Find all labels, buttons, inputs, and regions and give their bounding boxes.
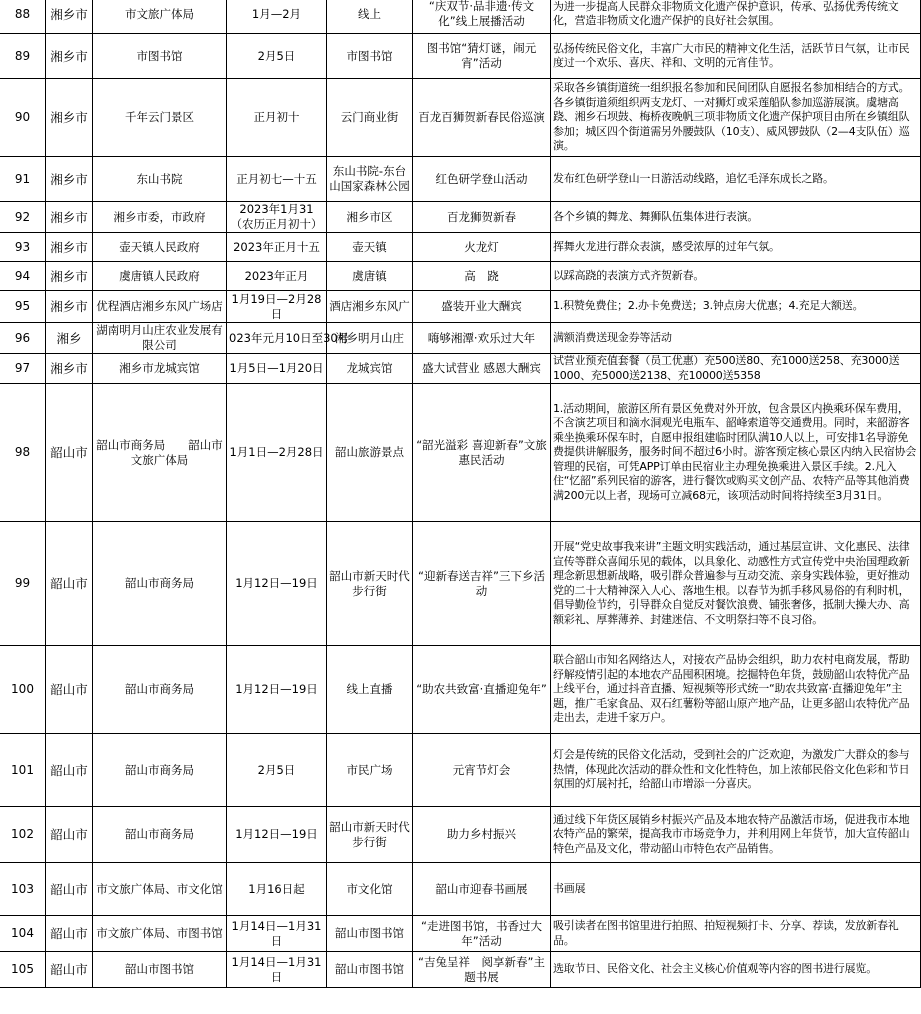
venue-cell: 线上 [327, 0, 413, 34]
table-row [0, 807, 921, 863]
time-cell: 1月1日—2月28日 [227, 384, 327, 522]
activity-name-cell: 盛装开业大酬宾 [413, 291, 551, 323]
venue-cell: 市民广场 [327, 734, 413, 807]
description-cell: 1.活动期间，旅游区所有景区免费对外开放，包含景区内换乘环保车费用，不含演艺项目和滴水洞观光电瓶车、韶峰索道等交通费用。同时，来韶游客乘坐换乘环保车时，自愿申报组建临时团队满10人以上，可安排1名导游免费提供讲解服务，服务时间不超过6小时。游客预定核心景区内纳入民宿协会管理的民宿，可凭APP订单由民宿业主办理免换乘进入景区手续。2.凡入住“忆韶”系列民宿的游客，进行餐饮或购买文创产品、农特产品等其他消费满200元以上者，现场可立减68元，该项活动时间将持续至3月31日。 [551, 384, 921, 522]
venue-cell: 韶山市图书馆 [327, 916, 413, 952]
city-cell: 湘乡市 [46, 79, 93, 157]
city-cell: 韶山市 [46, 916, 93, 952]
time-cell: 2023年正月十五 [227, 233, 327, 262]
venue-cell: 线上直播 [327, 646, 413, 734]
table-row [0, 291, 921, 323]
row-number: 99 [0, 522, 46, 646]
activity-name-cell: “吉兔呈祥 阅享新春”主题书展 [413, 952, 551, 988]
time-cell: 1月—2月 [227, 0, 327, 34]
venue-cell: 市文化馆 [327, 863, 413, 916]
city-cell: 韶山市 [46, 863, 93, 916]
row-number: 100 [0, 646, 46, 734]
description-cell: 以踩高跷的表演方式齐贺新春。 [551, 262, 921, 291]
table-row [0, 354, 921, 384]
city-cell: 湘乡 [46, 323, 93, 354]
row-number: 93 [0, 233, 46, 262]
activity-name-cell: 盛大试营业 感恩大酬宾 [413, 354, 551, 384]
row-number: 105 [0, 952, 46, 988]
description-cell: 试营业预充值套餐（员工优惠）充500送80、充1000送258、充3000送1000、充5000送2138、充10000送5358 [551, 354, 921, 384]
activity-name-cell: 嗨够湘潭·欢乐过大年 [413, 323, 551, 354]
venue-cell: 龙城宾馆 [327, 354, 413, 384]
activity-name-cell: “走进图书馆，书香过大年”活动 [413, 916, 551, 952]
time-cell: 1月5日—1月20日 [227, 354, 327, 384]
time-cell: 2023年正月 [227, 262, 327, 291]
venue-cell: 东山书院-东台山国家森林公园 [327, 157, 413, 202]
row-number: 91 [0, 157, 46, 202]
time-cell: 1月12日—19日 [227, 646, 327, 734]
table-row [0, 646, 921, 734]
activity-name-cell: 高 跷 [413, 262, 551, 291]
time-cell: 2月5日 [227, 734, 327, 807]
city-cell: 韶山市 [46, 734, 93, 807]
organizer-cell: 湖南明月山庄农业发展有限公司 [93, 323, 227, 354]
organizer-cell: 韶山市图书馆 [93, 952, 227, 988]
row-number: 103 [0, 863, 46, 916]
city-cell: 湘乡市 [46, 262, 93, 291]
description-cell: 选取节日、民俗文化、社会主义核心价值观等内容的图书进行展览。 [551, 952, 921, 988]
table-row [0, 0, 921, 34]
activity-name-cell: “庆双节·品非遗·传文化”线上展播活动 [413, 0, 551, 34]
organizer-cell: 湘乡市龙城宾馆 [93, 354, 227, 384]
activity-name-cell: 韶山市迎春书画展 [413, 863, 551, 916]
description-cell: 通过线下年货区展销乡村振兴产品及本地农特产品激活市场，促进我市本地农特产品的繁荣，提高我市市场竞争力，并利用网上年货节，加大宣传韶山特色产品及文化，带动韶山市特色农产品销售。 [551, 807, 921, 863]
city-cell: 湘乡市 [46, 0, 93, 34]
time-cell: 2月5日 [227, 34, 327, 79]
table-row [0, 384, 921, 522]
organizer-cell: 虞唐镇人民政府 [93, 262, 227, 291]
table-row [0, 916, 921, 952]
description-cell: 各个乡镇的舞龙、舞狮队伍集体进行表演。 [551, 202, 921, 233]
time-cell: 1月16日起 [227, 863, 327, 916]
venue-cell: 湘乡明月山庄 [327, 323, 413, 354]
city-cell: 湘乡市 [46, 34, 93, 79]
city-cell: 湘乡市 [46, 291, 93, 323]
venue-cell: 虞唐镇 [327, 262, 413, 291]
table-row [0, 34, 921, 79]
description-cell: 吸引读者在图书馆里进行拍照、拍短视频打卡、分享、荐读，发放新春礼品。 [551, 916, 921, 952]
activity-name-cell: 百龙百狮贺新春民俗巡演 [413, 79, 551, 157]
description-cell: 弘扬传统民俗文化，丰富广大市民的精神文化生活，活跃节日气氛，让市民度过一个欢乐、喜庆、祥和、文明的元宵佳节。 [551, 34, 921, 79]
venue-cell: 韶山市新天时代步行街 [327, 807, 413, 863]
time-cell: 1月19日—2月28日 [227, 291, 327, 323]
venue-cell: 壶天镇 [327, 233, 413, 262]
description-cell: 1.积赞免费住；2.办卡免费送；3.钟点房大优惠；4.充足大额送。 [551, 291, 921, 323]
table-row [0, 522, 921, 646]
time-cell: 1月12日—19日 [227, 807, 327, 863]
venue-cell: 韶山市图书馆 [327, 952, 413, 988]
venue-cell: 韶山市新天时代步行街 [327, 522, 413, 646]
activity-name-cell: “迎新春送吉祥”三下乡活动 [413, 522, 551, 646]
city-cell: 韶山市 [46, 384, 93, 522]
row-number: 101 [0, 734, 46, 807]
activity-name-cell: 元宵节灯会 [413, 734, 551, 807]
organizer-cell: 千年云门景区 [93, 79, 227, 157]
organizer-cell: 市图书馆 [93, 34, 227, 79]
organizer-cell: 韶山市商务局 韶山市文旅广体局 [93, 384, 227, 522]
organizer-cell: 东山书院 [93, 157, 227, 202]
time-cell: 1月12日—19日 [227, 522, 327, 646]
city-cell: 湘乡市 [46, 354, 93, 384]
table-row [0, 202, 921, 233]
description-cell: 发布红色研学登山一日游活动线路，追忆毛泽东成长之路。 [551, 157, 921, 202]
time-cell: 正月初七—十五 [227, 157, 327, 202]
table-row [0, 734, 921, 807]
organizer-cell: 韶山市商务局 [93, 734, 227, 807]
description-cell: 为进一步提高人民群众非物质文化遗产保护意识，传承、弘扬优秀传统文化，营造非物质文化遗产保护的良好社会氛围。 [551, 0, 921, 34]
venue-cell: 酒店湘乡东风广 [327, 291, 413, 323]
organizer-cell: 湘乡市委，市政府 [93, 202, 227, 233]
table-row [0, 262, 921, 291]
table-row [0, 79, 921, 157]
description-cell: 采取各乡镇街道统一组织报名参加和民间团队自愿报名参加相结合的方式。各乡镇街道须组织两支龙灯、一对狮灯或采莲船队参加巡游展演。虞塘高跷、湘乡石坝鼓、梅桥夜晚帆三项非物质文化遗产保护项目由所在乡镇组队参加；城区四个街道需另外腰鼓队（10支）、威风锣鼓队（2—4支队伍）巡演。 [551, 79, 921, 157]
row-number: 98 [0, 384, 46, 522]
activity-name-cell: 红色研学登山活动 [413, 157, 551, 202]
venue-cell: 湘乡市区 [327, 202, 413, 233]
venue-cell: 云门商业街 [327, 79, 413, 157]
activity-name-cell: 图书馆“猜灯谜，闹元宵”活动 [413, 34, 551, 79]
row-number: 97 [0, 354, 46, 384]
row-number: 89 [0, 34, 46, 79]
organizer-cell: 优程酒店湘乡东风广场店 [93, 291, 227, 323]
table-row [0, 863, 921, 916]
city-cell: 韶山市 [46, 646, 93, 734]
row-number: 102 [0, 807, 46, 863]
description-cell: 灯会是传统的民俗文化活动，受到社会的广泛欢迎，为激发广大群众的参与热情，体现此次活动的群众性和文化性特色，加上浓郁民俗文化色彩和节日氛围的灯展衬托，给韶山市增添一分喜庆。 [551, 734, 921, 807]
organizer-cell: 市文旅广体局 [93, 0, 227, 34]
activity-name-cell: 百龙狮贺新春 [413, 202, 551, 233]
row-number: 95 [0, 291, 46, 323]
table-row [0, 323, 921, 354]
city-cell: 韶山市 [46, 522, 93, 646]
activity-name-cell: 助力乡村振兴 [413, 807, 551, 863]
row-number: 104 [0, 916, 46, 952]
activity-name-cell: “韶光溢彩 喜迎新春”文旅惠民活动 [413, 384, 551, 522]
activity-name-cell: “助农共致富·直播迎兔年” [413, 646, 551, 734]
time-cell: 正月初十 [227, 79, 327, 157]
activity-name-cell: 火龙灯 [413, 233, 551, 262]
table-row [0, 233, 921, 262]
organizer-cell: 市文旅广体局、市图书馆 [93, 916, 227, 952]
time-cell: 1月14日—1月31日 [227, 952, 327, 988]
description-cell: 开展“党史故事我来讲”主题文明实践活动，通过基层宣讲、文化惠民、法律宣传等群众喜闻乐见的载体，以具象化、动感性方式宣传党中央治国理政新理念新思想新战略，吸引群众普遍参与互动交流、亲身实践体验，更好推动党的二十大精神深入人心、落地生根。以春节为抓手移风易俗的有利时机，倡导勤俭节约，引导群众自觉反对餐饮浪费、铺张奢侈，抵制大操大办、高额彩礼、厚葬薄养、封建迷信、不文明祭扫等不良习俗。 [551, 522, 921, 646]
time-cell: 1月14日—1月31日 [227, 916, 327, 952]
row-number: 92 [0, 202, 46, 233]
row-number: 88 [0, 0, 46, 34]
organizer-cell: 韶山市商务局 [93, 646, 227, 734]
row-number: 94 [0, 262, 46, 291]
organizer-cell: 壶天镇人民政府 [93, 233, 227, 262]
city-cell: 湘乡市 [46, 157, 93, 202]
row-number: 90 [0, 79, 46, 157]
time-cell: 023年元月10日至30号 [227, 323, 327, 354]
table-row [0, 952, 921, 988]
description-cell: 书画展 [551, 863, 921, 916]
city-cell: 湘乡市 [46, 202, 93, 233]
organizer-cell: 韶山市商务局 [93, 807, 227, 863]
venue-cell: 韶山旅游景点 [327, 384, 413, 522]
row-number: 96 [0, 323, 46, 354]
city-cell: 韶山市 [46, 807, 93, 863]
organizer-cell: 市文旅广体局、市文化馆 [93, 863, 227, 916]
description-cell: 挥舞火龙进行群众表演，感受浓厚的过年气氛。 [551, 233, 921, 262]
time-cell: 2023年1月31（农历正月初十） [227, 202, 327, 233]
organizer-cell: 韶山市商务局 [93, 522, 227, 646]
city-cell: 韶山市 [46, 952, 93, 988]
city-cell: 湘乡市 [46, 233, 93, 262]
venue-cell: 市图书馆 [327, 34, 413, 79]
description-cell: 满额消费送现金券等活动 [551, 323, 921, 354]
table-row [0, 157, 921, 202]
description-cell: 联合韶山市知名网络达人，对接农产品协会组织，助力农村电商发展，帮助纾解疫情引起的本地农产品囤积困境。挖掘特色年货，鼓励韶山农特优产品上线平台，通过抖音直播、短视频等形式统一“助农共致富·直播迎兔年”主题，推广毛家食品、双石红薯粉等韶山原产地产品，让更多韶山农特优产品走出去，走进千家万户。 [551, 646, 921, 734]
